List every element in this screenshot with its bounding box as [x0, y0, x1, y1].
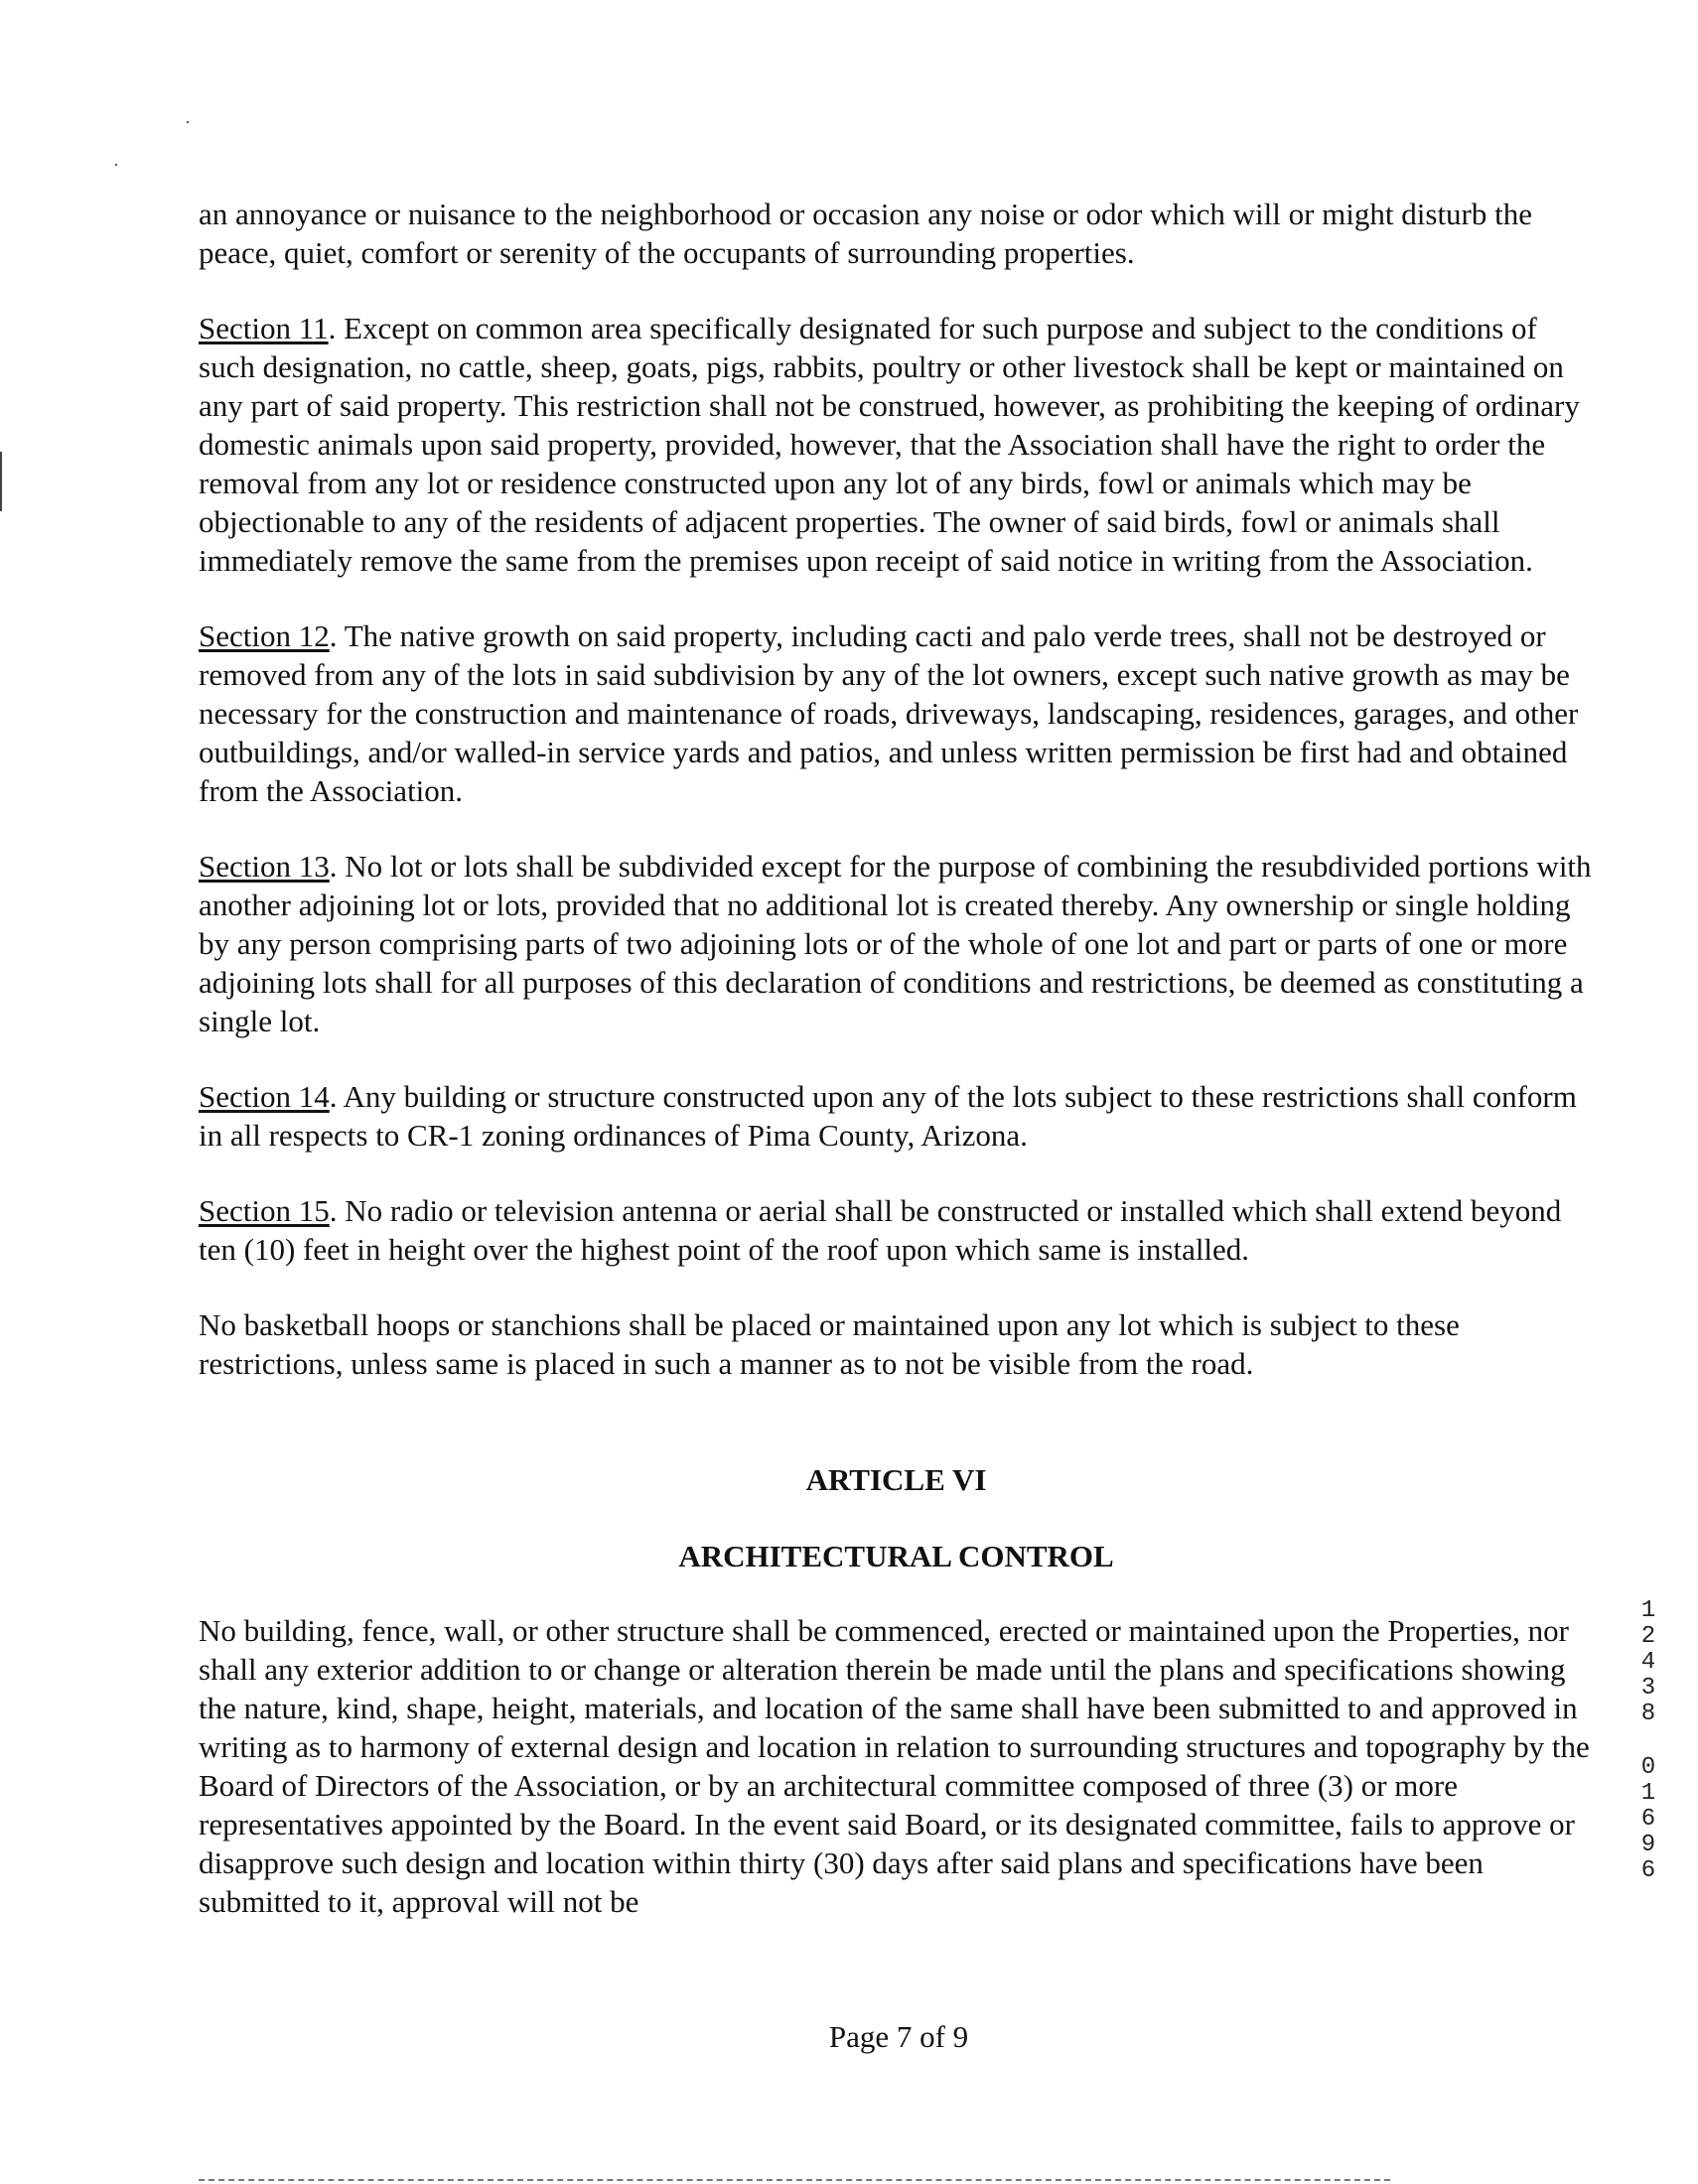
paragraph-text: No building, fence, wall, or other structure shall be commenced, erected or maintained upon the Properties, nor shall any exterior addition to or change or alteration therein be made until the plans and specifications showing the nature, kind, shape, height, materials, and location of the same shall have been submitted to and approved in writing as to harmony of external design and location in relation to surrounding structures and topography by the Board of Directors of the Association, or by an architectural committee composed of three (3) or more representatives appointed by the Board. In the event said Board, or its designated committee, fails to approve or disapprove such design and location within thirty (30) days after said plans and specifications have been submitted to it, approval will not be	[199, 1613, 1590, 1919]
stamp-digit: 4	[1640, 1649, 1656, 1676]
paragraph-section-15	[199, 1191, 1594, 1269]
stamp-digit: 8	[1640, 1701, 1656, 1727]
paragraph-text: . Any building or structure constructed upon any of the lots subject to these restrictions shall conform in all respects to CR-1 zoning ordinances of Pima County, Arizona.	[199, 1079, 1577, 1153]
paragraph-text: . No lot or lots shall be subdivided except for the purpose of combining the resubdivided portions with another adjoining lot or lots, provided that no additional lot is created thereby. Any ownership or single holding by any person comprising parts of two adjoining lots or of the whole of one lot and part or parts of one or more adjoining lots shall for all purposes of this declaration of conditions and restrictions, be deemed as constituting a single lot.	[199, 849, 1592, 1038]
article-title: ARCHITECTURAL CONTROL	[678, 1539, 1114, 1573]
document-body	[199, 195, 1594, 1958]
paragraph-basketball	[199, 1305, 1594, 1383]
paragraph-text: . The native growth on said property, including cacti and palo verde trees, shall not be destroyed or removed from any of the lots in said subdivision by any of the lot owners, except such native growth as may be necessary for the construction and maintenance of roads, driveways, landscaping, residences, garages, and other outbuildings, and/or walled-in service yards and patios, and unless written permission be first had and obtained from the Association.	[199, 618, 1579, 808]
paragraph-architectural-control	[199, 1611, 1594, 1921]
paragraph-text: an annoyance or nuisance to the neighborhood or occasion any noise or odor which will or might disturb the peace, quiet, comfort or serenity of the occupants of surrounding properties.	[199, 197, 1533, 270]
page-number-footer: Page 7 of 9	[828, 2019, 969, 2054]
stamp-digit: 1	[1640, 1597, 1656, 1624]
stamp-digit: 0	[1640, 1754, 1656, 1781]
scan-bottom-edge	[199, 2179, 1390, 2181]
section-label: Section 11	[199, 311, 329, 345]
stamp-digit: 3	[1640, 1675, 1656, 1702]
paragraph-continuation	[199, 195, 1594, 272]
paragraph-text: No basketball hoops or stanchions shall be placed or maintained upon any lot which is subject to these restrictions, unless same is placed in such a manner as to not be visible from the road.	[199, 1307, 1460, 1381]
article-heading: ARTICLE VI	[805, 1462, 987, 1497]
paragraph-section-12	[199, 616, 1594, 810]
section-label: Section 14	[199, 1079, 330, 1114]
paragraph-section-13	[199, 847, 1594, 1040]
paragraph-text: . Except on common area specifically designated for such purpose and subject to the conditions of such designation, no cattle, sheep, goats, pigs, rabbits, poultry or other livestock shall be kept or maintained on any part of said property. This restriction shall not be construed, however, as prohibiting the keeping of ordinary domestic animals upon said property, provided, however, that the Association shall have the right to order the removal from any lot or residence constructed upon any lot of any birds, fowl or animals which may be objectionable to any of the residents of adjacent properties. The owner of said birds, fowl or animals shall immediately remove the same from the premises upon receipt of said notice in writing from the Association.	[199, 311, 1580, 578]
stamp-digit: 2	[1640, 1623, 1656, 1650]
stamp-gap	[1635, 1727, 1661, 1755]
recording-number-stamp	[1635, 1598, 1661, 1884]
section-label: Section 12	[199, 618, 330, 653]
scan-margin-mark	[0, 452, 5, 511]
stamp-digit: 6	[1640, 1806, 1656, 1833]
stamp-digit: 6	[1640, 1857, 1656, 1884]
paragraph-section-14	[199, 1077, 1594, 1155]
section-label: Section 15	[199, 1193, 330, 1228]
paragraph-text: . No radio or television antenna or aerial shall be constructed or installed which shall extend beyond ten (10) feet in height over the highest point of the roof upon which same is installed.	[199, 1193, 1562, 1267]
section-label: Section 13	[199, 849, 330, 884]
scan-speck	[187, 121, 189, 123]
paragraph-section-11	[199, 309, 1594, 580]
stamp-digit: 1	[1640, 1780, 1656, 1807]
stamp-digit: 9	[1640, 1832, 1656, 1858]
scan-speck	[115, 164, 117, 166]
